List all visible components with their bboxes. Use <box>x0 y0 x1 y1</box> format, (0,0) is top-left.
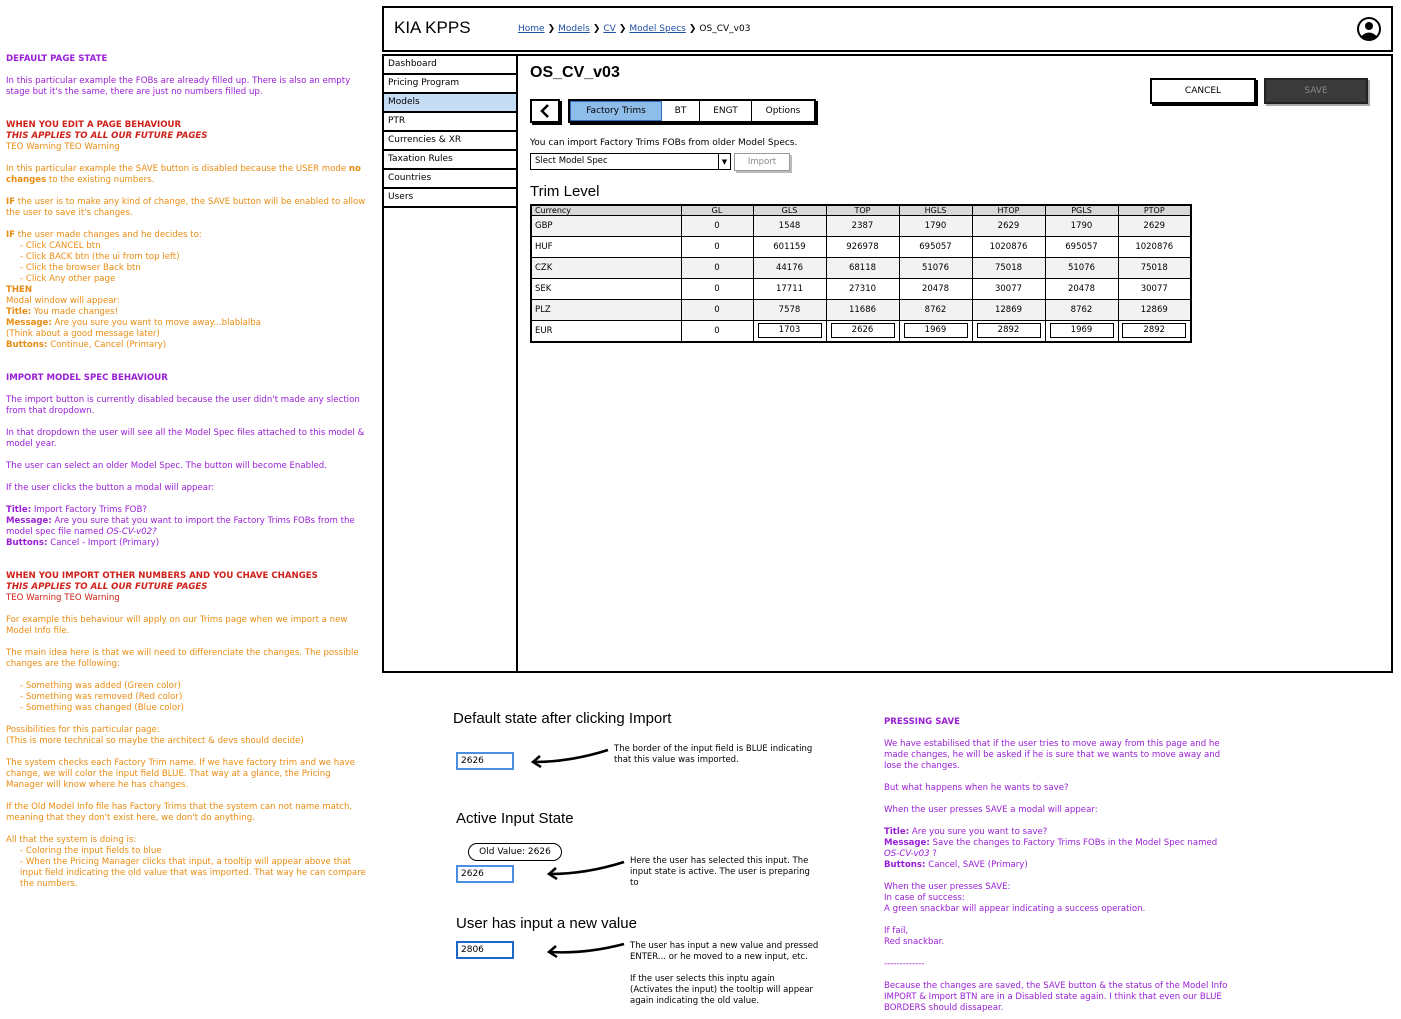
table-cell: 1790 <box>899 216 972 237</box>
note-text: When the user presses SAVE: <box>884 882 1011 892</box>
chevron-right-icon: ❯ <box>592 24 601 34</box>
breadcrumb-model-specs[interactable]: Model Specs <box>629 24 686 34</box>
list-item: - Something was changed (Blue color) <box>20 703 368 714</box>
table-cell: 27310 <box>826 279 899 300</box>
table-header-row <box>531 205 1191 216</box>
trim-table <box>530 204 1192 343</box>
table-cell <box>899 321 972 342</box>
note-text: THEN <box>6 285 33 295</box>
column-header: GLS <box>753 205 826 216</box>
caret-down-icon: ▼ <box>718 154 730 169</box>
fob-input[interactable]: 1703 <box>758 323 822 338</box>
back-button[interactable] <box>530 99 560 123</box>
table-cell: 0 <box>681 237 753 258</box>
sidebar-item-models[interactable]: Models <box>384 94 516 113</box>
table-cell: 0 <box>681 300 753 321</box>
example-new-value-desc-2: If the user selects this inptu again (Activates the input) the tooltip will appear again indicating the old value. <box>630 974 814 1006</box>
note-import-behaviour <box>6 373 368 549</box>
table-cell: 1548 <box>753 216 826 237</box>
fob-input[interactable]: 1969 <box>904 323 968 338</box>
table-cell: 695057 <box>899 237 972 258</box>
note-text: When the user presses SAVE a modal will appear: <box>884 805 1098 815</box>
table-row <box>531 279 1191 300</box>
example-imported-input[interactable]: 2626 <box>456 752 514 770</box>
table-row <box>531 216 1191 237</box>
sidebar-item-currencies[interactable]: Currencies & XR <box>384 132 516 151</box>
user-avatar-icon[interactable] <box>1357 17 1381 41</box>
list-item: - Click Any other page <box>20 274 368 285</box>
table-cell: 0 <box>681 216 753 237</box>
note-text: The user can select an older Model Spec. The button will become Enabled. <box>6 461 327 471</box>
table-cell: 926978 <box>826 237 899 258</box>
chevron-left-icon <box>539 104 551 118</box>
note-text: (Think about a good message later) <box>6 329 160 339</box>
arrow-left-icon <box>530 748 610 768</box>
list-item: - Click CANCEL btn <box>20 241 368 252</box>
note-text: Title: Import Factory Trims FOB? <box>6 505 147 515</box>
table-cell: 8762 <box>1045 300 1118 321</box>
table-cell: 12869 <box>1118 300 1191 321</box>
note-text: Buttons: Cancel - Import (Primary) <box>6 538 160 548</box>
table-cell <box>826 321 899 342</box>
tab-engt[interactable]: ENGT <box>700 101 752 121</box>
note-text: The main idea here is that we will need to differenciate the changes. The possible changes are the following: <box>6 648 359 669</box>
chevron-right-icon: ❯ <box>688 24 697 34</box>
example-active-input[interactable]: 2626 <box>456 865 514 883</box>
app-logo: KIA KPPS <box>394 18 471 37</box>
note-text: Red snackbar. <box>884 937 945 947</box>
column-header: Currency <box>531 205 681 216</box>
sidebar-item-ptr[interactable]: PTR <box>384 113 516 132</box>
note-text: (This is more technical so maybe the architect & devs should decide) <box>6 736 304 746</box>
table-cell: 1020876 <box>1118 237 1191 258</box>
list-item: - Something was removed (Red color) <box>20 692 368 703</box>
example-new-value-input[interactable]: 2806 <box>456 941 514 959</box>
note-edit-behaviour <box>6 120 368 351</box>
example-new-value-desc: The user has input a new value and pressed ENTER... or he moved to a new input, etc. <box>630 941 819 962</box>
save-button[interactable]: SAVE <box>1264 78 1368 104</box>
cancel-button[interactable]: CANCEL <box>1150 78 1256 104</box>
table-cell: EUR <box>531 321 681 342</box>
table-cell: 2629 <box>1118 216 1191 237</box>
tab-bt[interactable]: BT <box>662 101 700 121</box>
note-text: But what happens when he wants to save? <box>884 783 1069 793</box>
note-text: OS-CV-v03 ? <box>884 849 937 859</box>
example-active-desc: Here the user has selected this input. The input state is active. The user is preparing to <box>630 856 810 888</box>
table-cell: 0 <box>681 258 753 279</box>
example-new-value-title: User has input a new value <box>456 915 637 932</box>
table-cell: PLZ <box>531 300 681 321</box>
note-subheading: THIS APPLIES TO ALL OUR FUTURE PAGES <box>6 582 208 592</box>
note-text: Buttons: Cancel, SAVE (Primary) <box>884 860 1028 870</box>
tab-options[interactable]: Options <box>765 106 801 116</box>
fob-input[interactable]: 2892 <box>1122 323 1186 338</box>
table-cell: 30077 <box>972 279 1045 300</box>
note-text: If the Old Model Info file has Factory Trims that the system can not name match, meaning that they don't exist here, we don't do anything. <box>6 802 353 823</box>
note-text: We have estabilised that if the user tries to move away from this page and he made changes, he will be asked if he is sure that we wants to move away and lose the changes. <box>884 739 1221 771</box>
table-cell: 30077 <box>1118 279 1191 300</box>
sidebar-item-taxation-rules[interactable]: Taxation Rules <box>384 151 516 170</box>
note-heading: PRESSING SAVE <box>884 717 960 727</box>
note-text: All that the system is doing is: <box>6 835 137 845</box>
old-value-tooltip: Old Value: 2626 <box>468 843 562 861</box>
table-cell: 51076 <box>899 258 972 279</box>
table-cell: CZK <box>531 258 681 279</box>
table-row <box>531 300 1191 321</box>
sidebar-item-users[interactable]: Users <box>384 189 516 208</box>
table-cell: 20478 <box>1045 279 1118 300</box>
table-cell: 68118 <box>826 258 899 279</box>
import-button[interactable]: Import <box>734 153 790 171</box>
list-item: - Click the browser Back btn <box>20 263 368 274</box>
column-header: GL <box>681 205 753 216</box>
table-row <box>531 321 1191 342</box>
page-title: OS_CV_v03 <box>530 64 620 81</box>
save-notes <box>884 717 1234 1014</box>
table-cell: 7578 <box>753 300 826 321</box>
breadcrumb-home[interactable]: Home <box>518 24 545 34</box>
fob-input[interactable]: 2626 <box>831 323 895 338</box>
chevron-right-icon: ❯ <box>547 24 556 34</box>
table-cell: 8762 <box>899 300 972 321</box>
note-warning: TEO Warning TEO Warning <box>6 142 120 152</box>
note-text: In that dropdown the user will see all the Model Spec files attached to this model & model year. <box>6 428 365 449</box>
note-text: The import button is currently disabled because the user didn't made any slection from that dropdown. <box>6 395 360 416</box>
app-header <box>382 6 1393 52</box>
note-text: Possibilities for this particular page: <box>6 725 160 735</box>
column-header: HGLS <box>899 205 972 216</box>
note-text: Message: Are you sure you want to move away...blablalba <box>6 318 262 328</box>
note-text: The system checks each Factory Trim name. If we have factory trim and we have change, we will color the input field BLUE. That way at a glance, the Pricing Manager will know where he has changes. <box>6 758 355 790</box>
table-cell <box>972 321 1045 342</box>
breadcrumb-cv[interactable]: CV <box>603 24 616 34</box>
table-cell: 2629 <box>972 216 1045 237</box>
note-divider: ------------- <box>884 959 925 969</box>
table-row <box>531 237 1191 258</box>
import-hint: You can import Factory Trims FOBs from older Model Specs. <box>530 138 798 148</box>
table-cell: 695057 <box>1045 237 1118 258</box>
table-cell: GBP <box>531 216 681 237</box>
note-default-state <box>6 54 368 98</box>
note-text: In this particular example the SAVE button is disabled because the USER mode no changes to the existing numbers. <box>6 164 361 185</box>
tab-factory-trims[interactable]: Factory Trims <box>570 101 662 121</box>
arrow-left-icon <box>546 940 626 960</box>
note-text: Because the changes are saved, the SAVE button & the status of the Model Info IMPORT & Import BTN are in a Disabled state again. I think that even our BLUE BORDERS should dissapear. <box>884 981 1228 1013</box>
note-subheading: THIS APPLIES TO ALL OUR FUTURE PAGES <box>6 131 208 141</box>
note-text: Title: You made changes! <box>6 307 119 317</box>
column-header: TOP <box>826 205 899 216</box>
sidebar-item-pricing-program[interactable]: Pricing Program <box>384 75 516 94</box>
note-text: IF the user is to make any kind of change, the SAVE button will be enabled to allow the user to save it's changes. <box>6 197 366 218</box>
table-cell <box>753 321 826 342</box>
table-cell: 601159 <box>753 237 826 258</box>
table-cell: 1790 <box>1045 216 1118 237</box>
model-spec-select[interactable] <box>530 153 731 170</box>
column-header: HTOP <box>972 205 1045 216</box>
note-text: If the user clicks the button a modal will appear: <box>6 483 215 493</box>
example-default-desc: The border of the input field is BLUE indicating that this value was imported. <box>614 744 813 765</box>
table-cell <box>1118 321 1191 342</box>
example-active-title: Active Input State <box>456 810 574 827</box>
sidebar-item-dashboard[interactable]: Dashboard <box>384 56 516 75</box>
arrow-left-icon <box>546 860 626 880</box>
notes-panel <box>6 54 368 901</box>
table-cell <box>1045 321 1118 342</box>
column-header: PGLS <box>1045 205 1118 216</box>
section-title: Trim Level <box>530 183 600 200</box>
app-body <box>382 54 1393 673</box>
table-cell: 1020876 <box>972 237 1045 258</box>
fob-input[interactable]: 2892 <box>977 323 1041 338</box>
note-text: Modal window will appear: <box>6 296 120 306</box>
note-text: In this particular example the FOBs are already filled up. There is also an empty stage but it's the same, there are just no numbers filled up. <box>6 76 351 97</box>
table-cell: 0 <box>681 279 753 300</box>
column-header: PTOP <box>1118 205 1191 216</box>
table-cell: 51076 <box>1045 258 1118 279</box>
sidebar <box>384 56 518 671</box>
table-cell: 0 <box>681 321 753 342</box>
main-content <box>518 56 1391 671</box>
note-list <box>20 241 368 285</box>
breadcrumb-current: OS_CV_v03 <box>699 24 751 34</box>
note-list <box>20 846 368 890</box>
note-text: Message: Save the changes to Factory Trims FOBs in the Model Spec named <box>884 838 1218 848</box>
tab-bar <box>568 99 816 123</box>
chevron-right-icon: ❯ <box>618 24 627 34</box>
list-item: - Click BACK btn (the ui from top left) <box>20 252 368 263</box>
breadcrumb <box>518 24 750 34</box>
note-text: In case of success: <box>884 893 965 903</box>
note-text: If fail, <box>884 926 909 936</box>
note-text: A green snackbar will appear indicating a success operation. <box>884 904 1146 914</box>
note-heading: DEFAULT PAGE STATE <box>6 54 108 64</box>
table-cell: 44176 <box>753 258 826 279</box>
fob-input[interactable]: 1969 <box>1050 323 1114 338</box>
table-cell: 75018 <box>1118 258 1191 279</box>
breadcrumb-models[interactable]: Models <box>558 24 590 34</box>
list-item: - Coloring the input fields to blue <box>20 846 368 857</box>
note-heading: WHEN YOU IMPORT OTHER NUMBERS AND YOU CHAVE CHANGES <box>6 571 318 581</box>
table-cell: SEK <box>531 279 681 300</box>
note-import-changes <box>6 571 368 890</box>
table-cell: 20478 <box>899 279 972 300</box>
note-heading: WHEN YOU EDIT A PAGE BEHAVIOUR <box>6 120 182 130</box>
note-text: Title: Are you sure you want to save? <box>884 827 1048 837</box>
table-cell: 17711 <box>753 279 826 300</box>
table-cell: 75018 <box>972 258 1045 279</box>
note-warning: TEO Warning TEO Warning <box>6 593 120 603</box>
note-list <box>20 681 368 714</box>
table-cell: 12869 <box>972 300 1045 321</box>
table-cell: 11686 <box>826 300 899 321</box>
note-text: Message: Are you sure that you want to import the Factory Trims FOBs from the model spec file named OS-CV-v02? <box>6 516 355 537</box>
table-cell: HUF <box>531 237 681 258</box>
table-cell: 2387 <box>826 216 899 237</box>
note-text: For example this behaviour will apply on our Trims page when we import a new Model Info file. <box>6 615 348 636</box>
note-text: Buttons: Continue, Cancel (Primary) <box>6 340 167 350</box>
example-default-title: Default state after clicking Import <box>453 710 672 727</box>
select-value: Slect Model Spec <box>535 156 608 166</box>
table-row <box>531 258 1191 279</box>
list-item: - Something was added (Green color) <box>20 681 368 692</box>
note-heading: IMPORT MODEL SPEC BEHAVIOUR <box>6 373 168 383</box>
list-item: - When the Pricing Manager clicks that input, a tooltip will appear above that input field indicating the old value that was imported. That way he can compare the numbers. <box>20 857 368 890</box>
note-text: IF the user made changes and he decides to: <box>6 230 202 240</box>
sidebar-item-countries[interactable]: Countries <box>384 170 516 189</box>
